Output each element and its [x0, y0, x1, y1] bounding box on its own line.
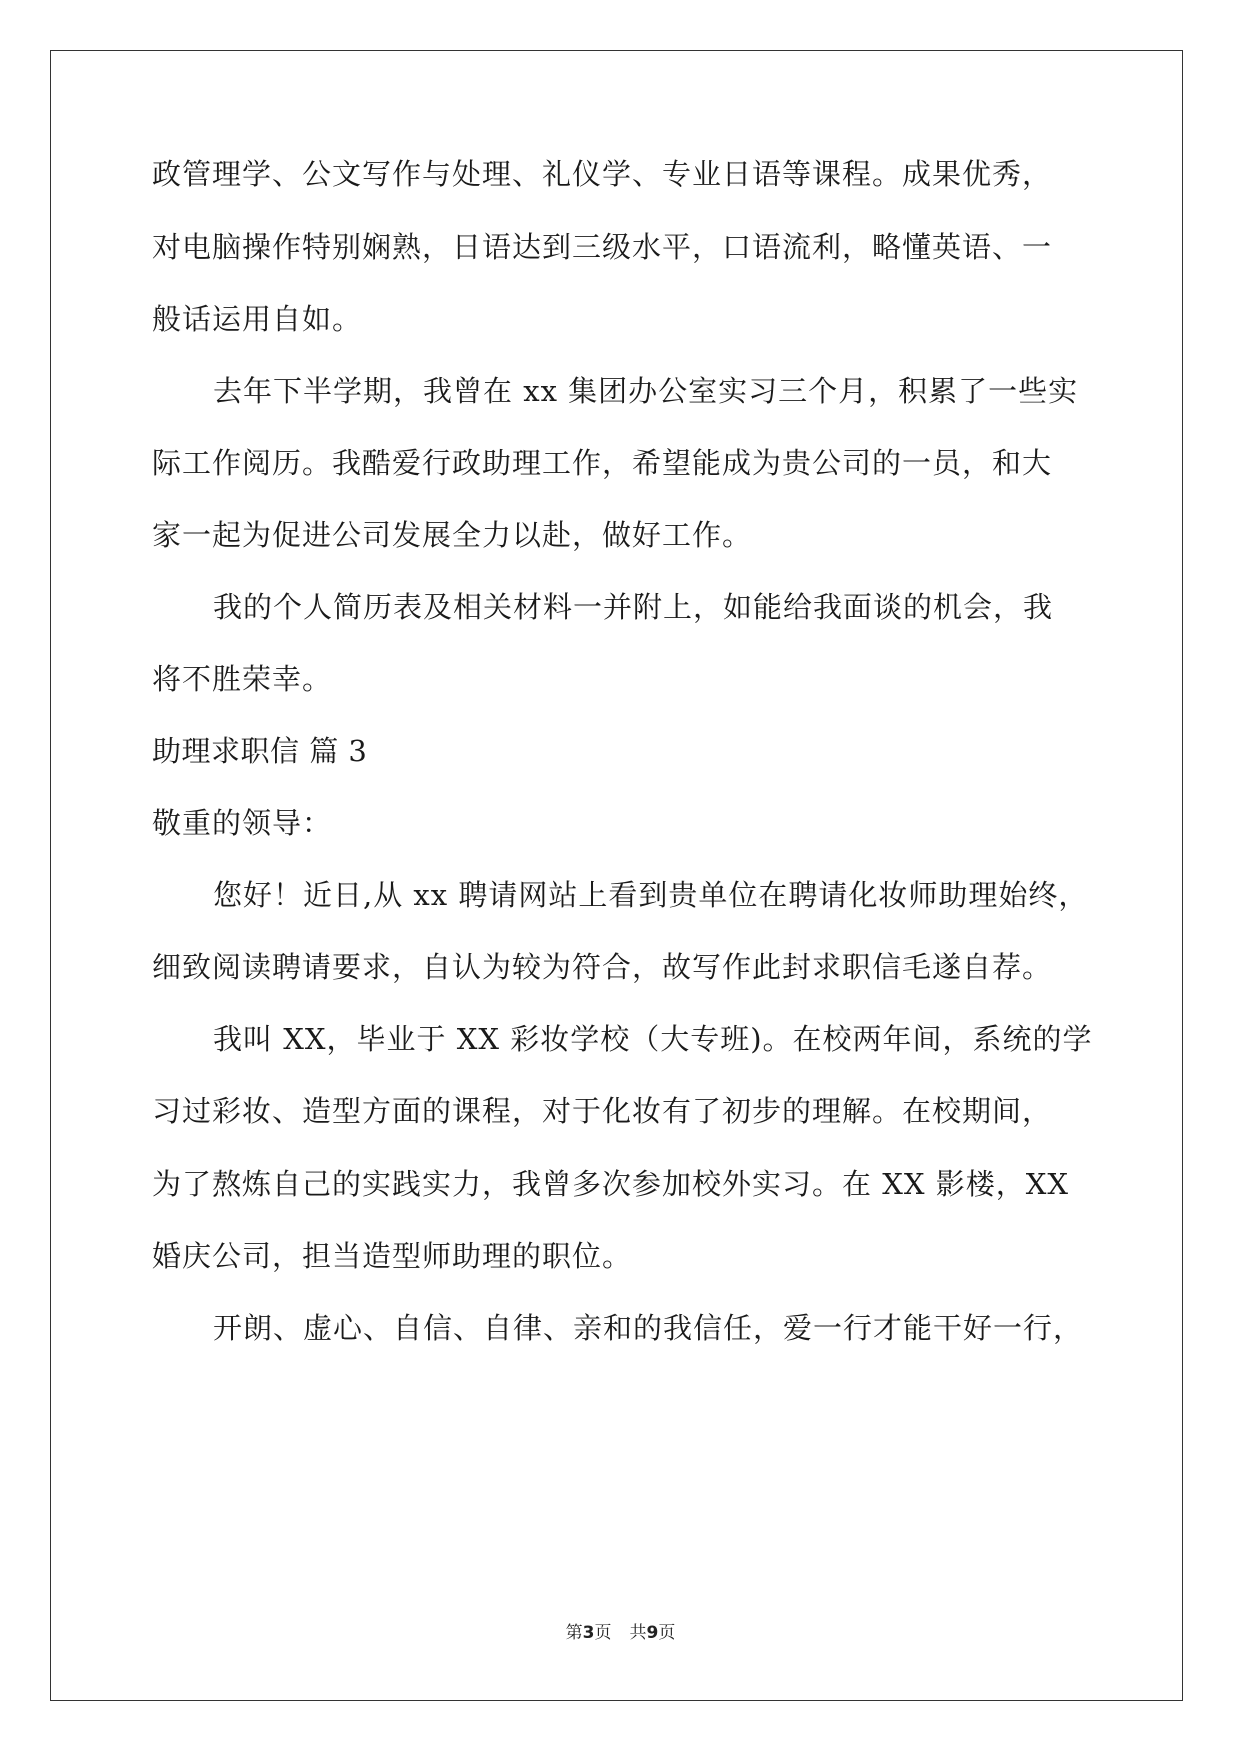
paragraph-line: 去年下半学期，我曾在 xx 集团办公室实习三个月，积累了一些实: [213, 374, 1079, 408]
section-heading: 助理求职信 篇 3: [152, 734, 368, 768]
page-footer: [0, 1622, 1241, 1644]
total-suffix: 页: [658, 1623, 676, 1643]
body-line: 家一起为促进公司发展全力以赴，做好工作。: [152, 518, 753, 552]
page-suffix: 页: [594, 1623, 612, 1643]
body-line: 对电脑操作特别娴熟，日语达到三级水平，口语流利，略懂英语、一: [152, 230, 1053, 264]
paragraph-line: 开朗、虚心、自信、自律、亲和的我信任，爱一行才能干好一行，: [213, 1311, 1084, 1345]
paragraph-line: 我叫 XX，毕业于 XX 彩妆学校（大专班)。在校两年间，系统的学: [213, 1022, 1093, 1056]
body-line: 习过彩妆、造型方面的课程，对于化妆有了初步的理解。在校期间，: [152, 1094, 1053, 1128]
body-line: 政管理学、公文写作与处理、礼仪学、专业日语等课程。成果优秀，: [152, 157, 1053, 191]
body-line: 般话运用自如。: [152, 302, 363, 336]
body-line: 际工作阅历。我酷爱行政助理工作，希望能成为贵公司的一员，和大: [152, 446, 1053, 480]
paragraph-line: 我的个人简历表及相关材料一并附上，如能给我面谈的机会，我: [213, 590, 1054, 624]
page-prefix: 第: [565, 1623, 583, 1643]
page-total: 9: [646, 1623, 659, 1643]
body-line: 婚庆公司，担当造型师助理的职位。: [152, 1239, 633, 1273]
body-line: 为了熬炼自己的实践实力，我曾多次参加校外实习。在 XX 影楼，XX: [152, 1167, 1070, 1201]
body-line: 细致阅读聘请要求，自认为较为符合，故写作此封求职信毛遂自荐。: [152, 950, 1053, 984]
page-current: 3: [582, 1623, 595, 1643]
paragraph-line: 您好！近日,从 xx 聘请网站上看到贵单位在聘请化妆师助理始终，: [213, 878, 1089, 912]
body-line: 将不胜荣幸。: [152, 662, 333, 696]
total-prefix: 共: [629, 1623, 647, 1643]
salutation: 敬重的领导：: [152, 806, 333, 840]
